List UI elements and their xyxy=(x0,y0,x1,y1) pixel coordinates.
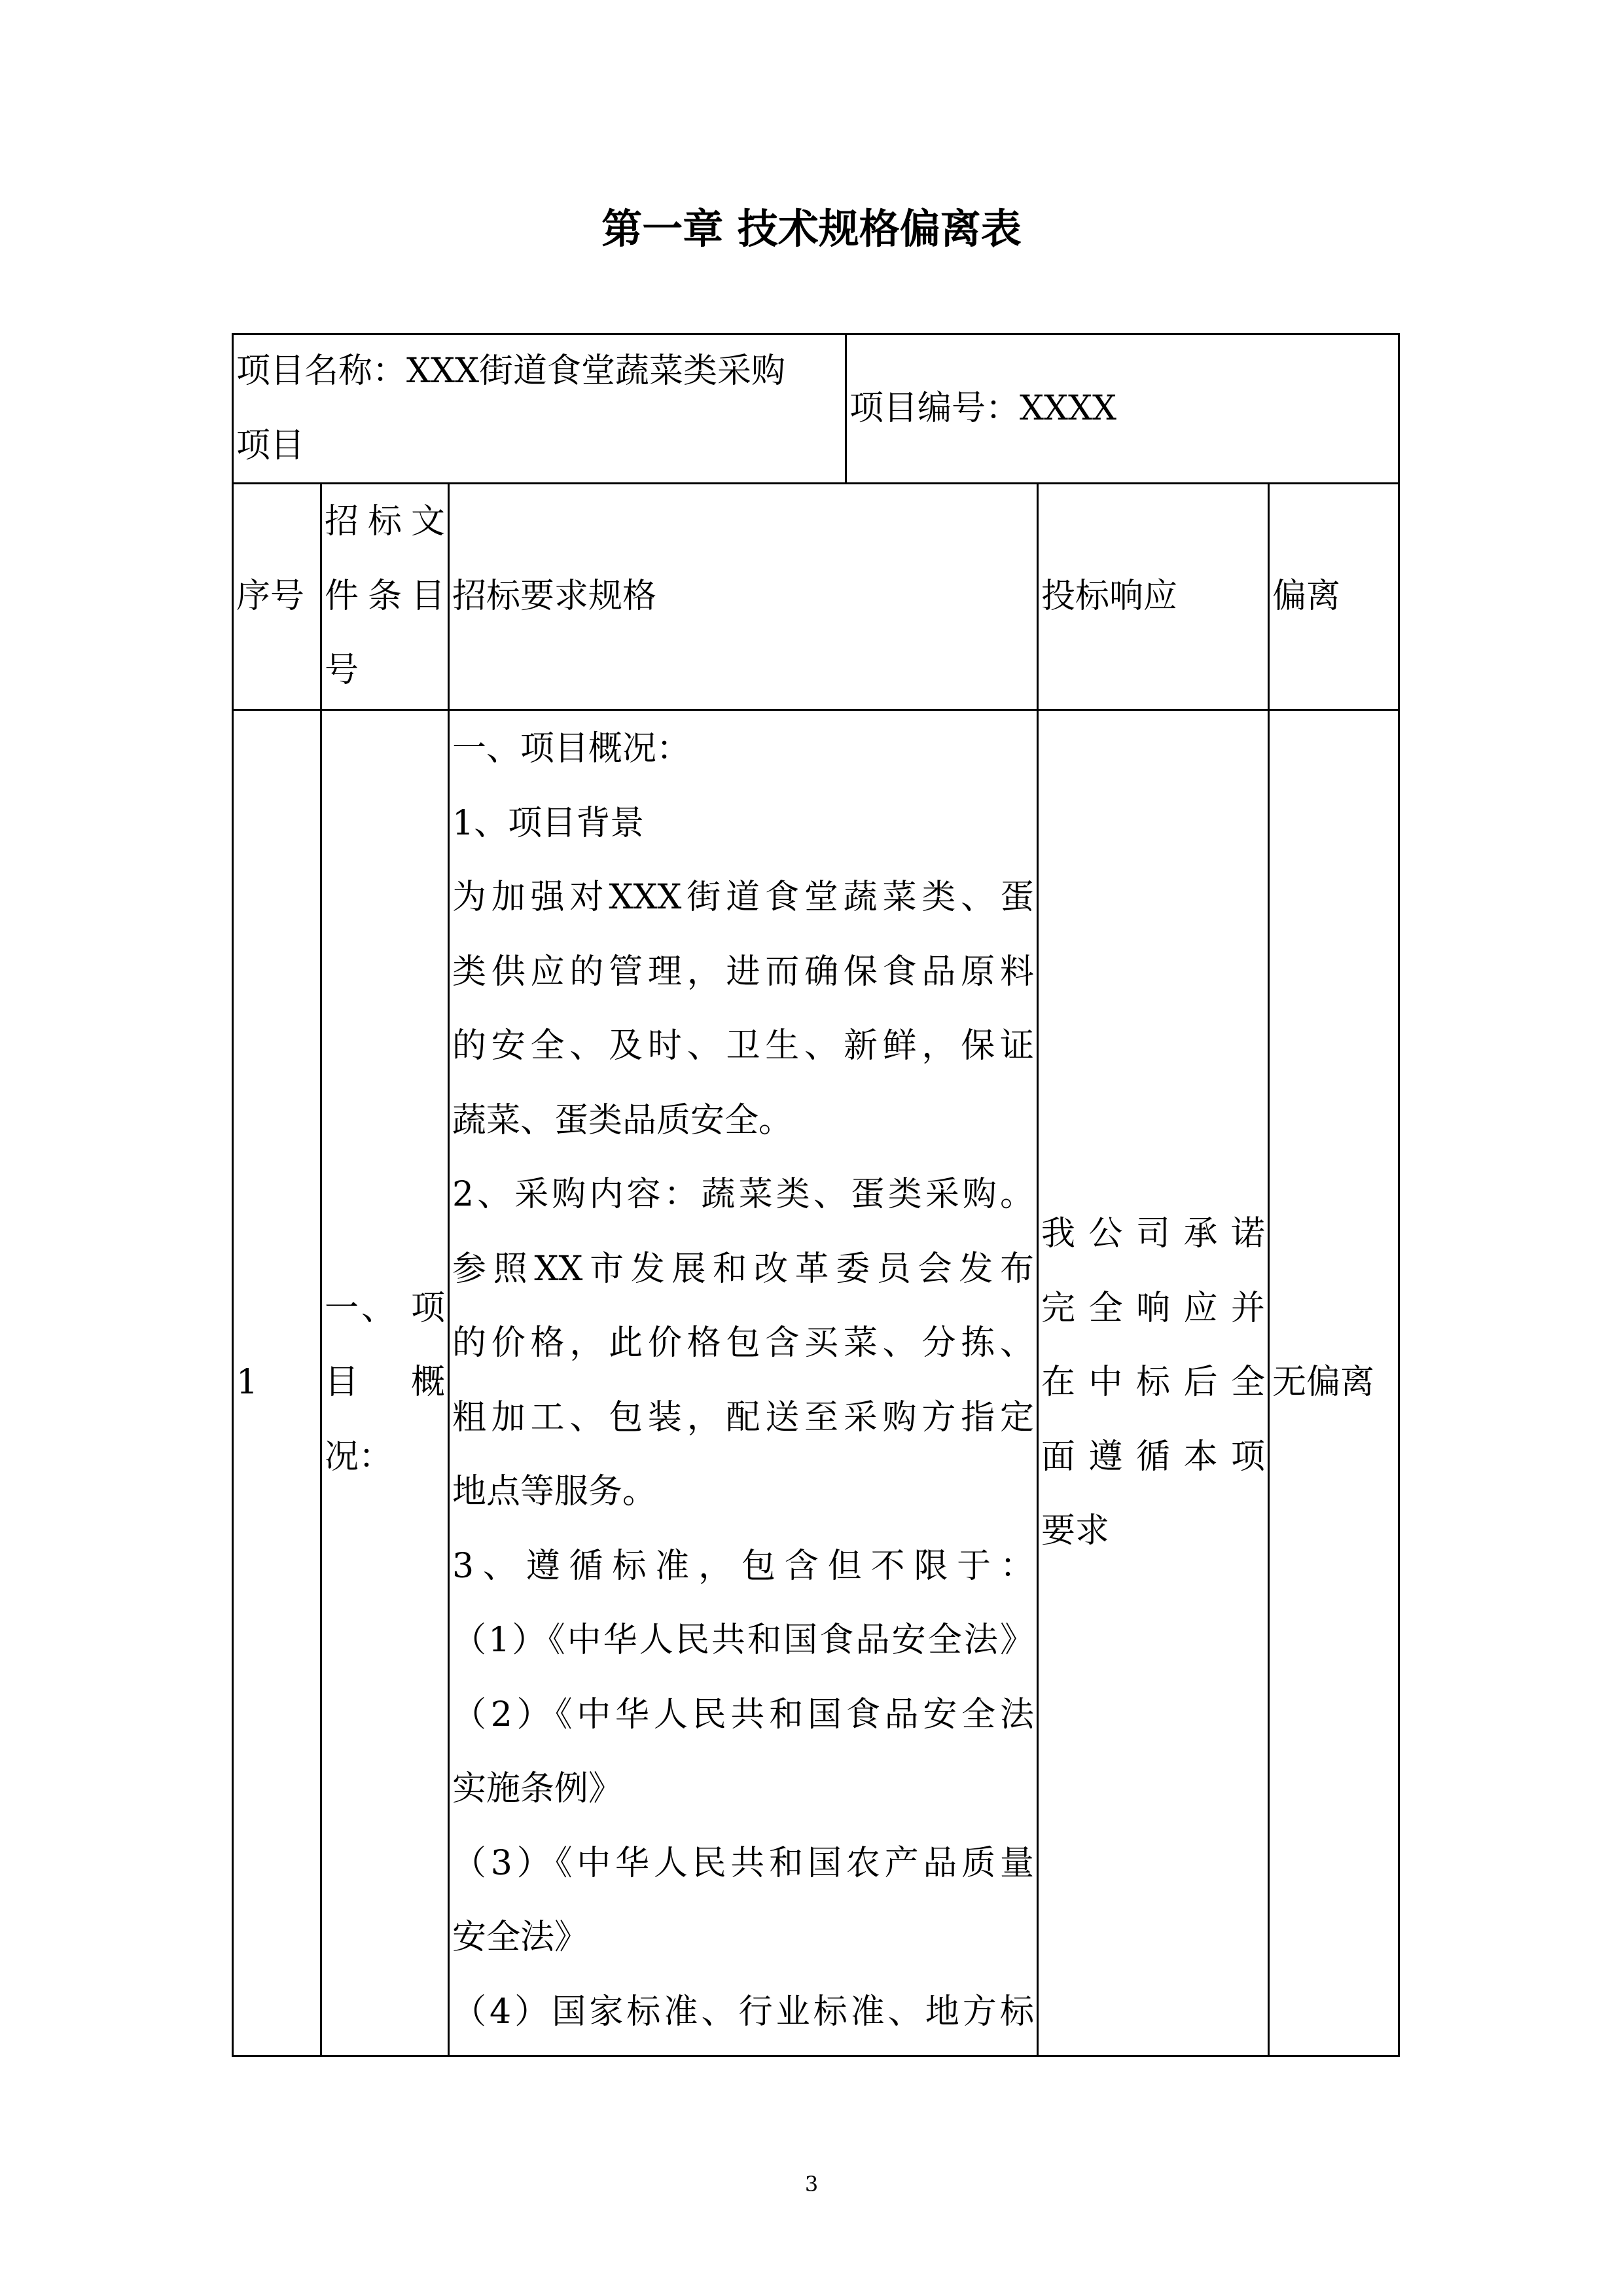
cell-line: 投标响应 xyxy=(1041,576,1178,616)
cell-line: 偏离 xyxy=(1272,576,1341,616)
cell-line: 1 xyxy=(236,1363,259,1403)
cell-line: （2）《中华人民共和国食品安全法 xyxy=(452,1695,1034,1734)
page-number: 3 xyxy=(804,2172,819,2197)
cell-line: 项目名称：XXX街道食堂蔬菜类采购 xyxy=(236,351,786,391)
cell-line: 我公司承诺 xyxy=(1041,1214,1265,1254)
cell-line: 为加强对XXX街道食堂蔬菜类、蛋 xyxy=(452,878,1034,917)
cell-line: 面遵循本项 xyxy=(1041,1437,1265,1477)
row-response xyxy=(1037,709,1270,2057)
header-clause xyxy=(320,482,450,711)
cell-line: 的价格，此价格包含买菜、分拣、 xyxy=(452,1323,1034,1363)
cell-line: 一、 项 xyxy=(325,1288,445,1328)
cell-line: 件条目 xyxy=(325,576,445,616)
row-clause xyxy=(320,709,450,2057)
cell-line: 项目 xyxy=(236,425,305,465)
cell-line: 3、遵循标准，包含但不限于： xyxy=(452,1546,1034,1586)
cell-line: 号 xyxy=(325,651,359,691)
cell-line: 类供应的管理，进而确保食品原料 xyxy=(452,952,1034,992)
cell-line: （4）国家标准、行业标准、地方标 xyxy=(452,1992,1034,2032)
cell-line: 1、项目背景 xyxy=(452,803,645,843)
cell-line: 一、项目概况： xyxy=(452,729,691,768)
project-name-cell xyxy=(232,333,847,484)
cell-line: 蔬菜、蛋类品质安全。 xyxy=(452,1100,793,1140)
cell-line: 况： xyxy=(325,1437,393,1477)
cell-line: 2、采购内容：蔬菜类、蛋类采购。 xyxy=(452,1175,1034,1214)
header-seq xyxy=(232,482,322,711)
cell-line: 无偏离 xyxy=(1272,1363,1375,1403)
cell-line: （1）《中华人民共和国食品安全法》 xyxy=(452,1621,1034,1660)
cell-line: 招标要求规格 xyxy=(452,576,657,616)
cell-line: 参照XX市发展和改革委员会发布 xyxy=(452,1249,1034,1289)
cell-line: 项目编号：XXXX xyxy=(849,388,1117,428)
cell-line: 招标文 xyxy=(325,502,445,542)
cell-line: 要求 xyxy=(1041,1511,1110,1551)
header-spec xyxy=(448,482,1039,711)
cell-line: （3）《中华人民共和国农产品质量 xyxy=(452,1843,1034,1883)
cell-line: 在中标后全 xyxy=(1041,1363,1265,1403)
header-deviation xyxy=(1268,482,1400,711)
row-deviation xyxy=(1268,709,1400,2057)
row-spec xyxy=(448,709,1039,2057)
row-seq xyxy=(232,709,322,2057)
cell-line: 目 概 xyxy=(325,1363,445,1403)
page-title: 第一章 技术规格偏离表 xyxy=(601,205,1022,253)
cell-line: 序号 xyxy=(236,576,305,616)
cell-line: 的安全、及时、卫生、新鲜，保证 xyxy=(452,1026,1034,1066)
cell-line: 地点等服务。 xyxy=(452,1472,657,1511)
cell-line: 粗加工、包装，配送至采购方指定 xyxy=(452,1397,1034,1437)
cell-line: 完全响应并 xyxy=(1041,1288,1265,1328)
project-number-cell xyxy=(845,333,1400,484)
cell-line: 安全法》 xyxy=(452,1918,589,1957)
header-response xyxy=(1037,482,1270,711)
cell-line: 实施条例》 xyxy=(452,1769,623,1808)
